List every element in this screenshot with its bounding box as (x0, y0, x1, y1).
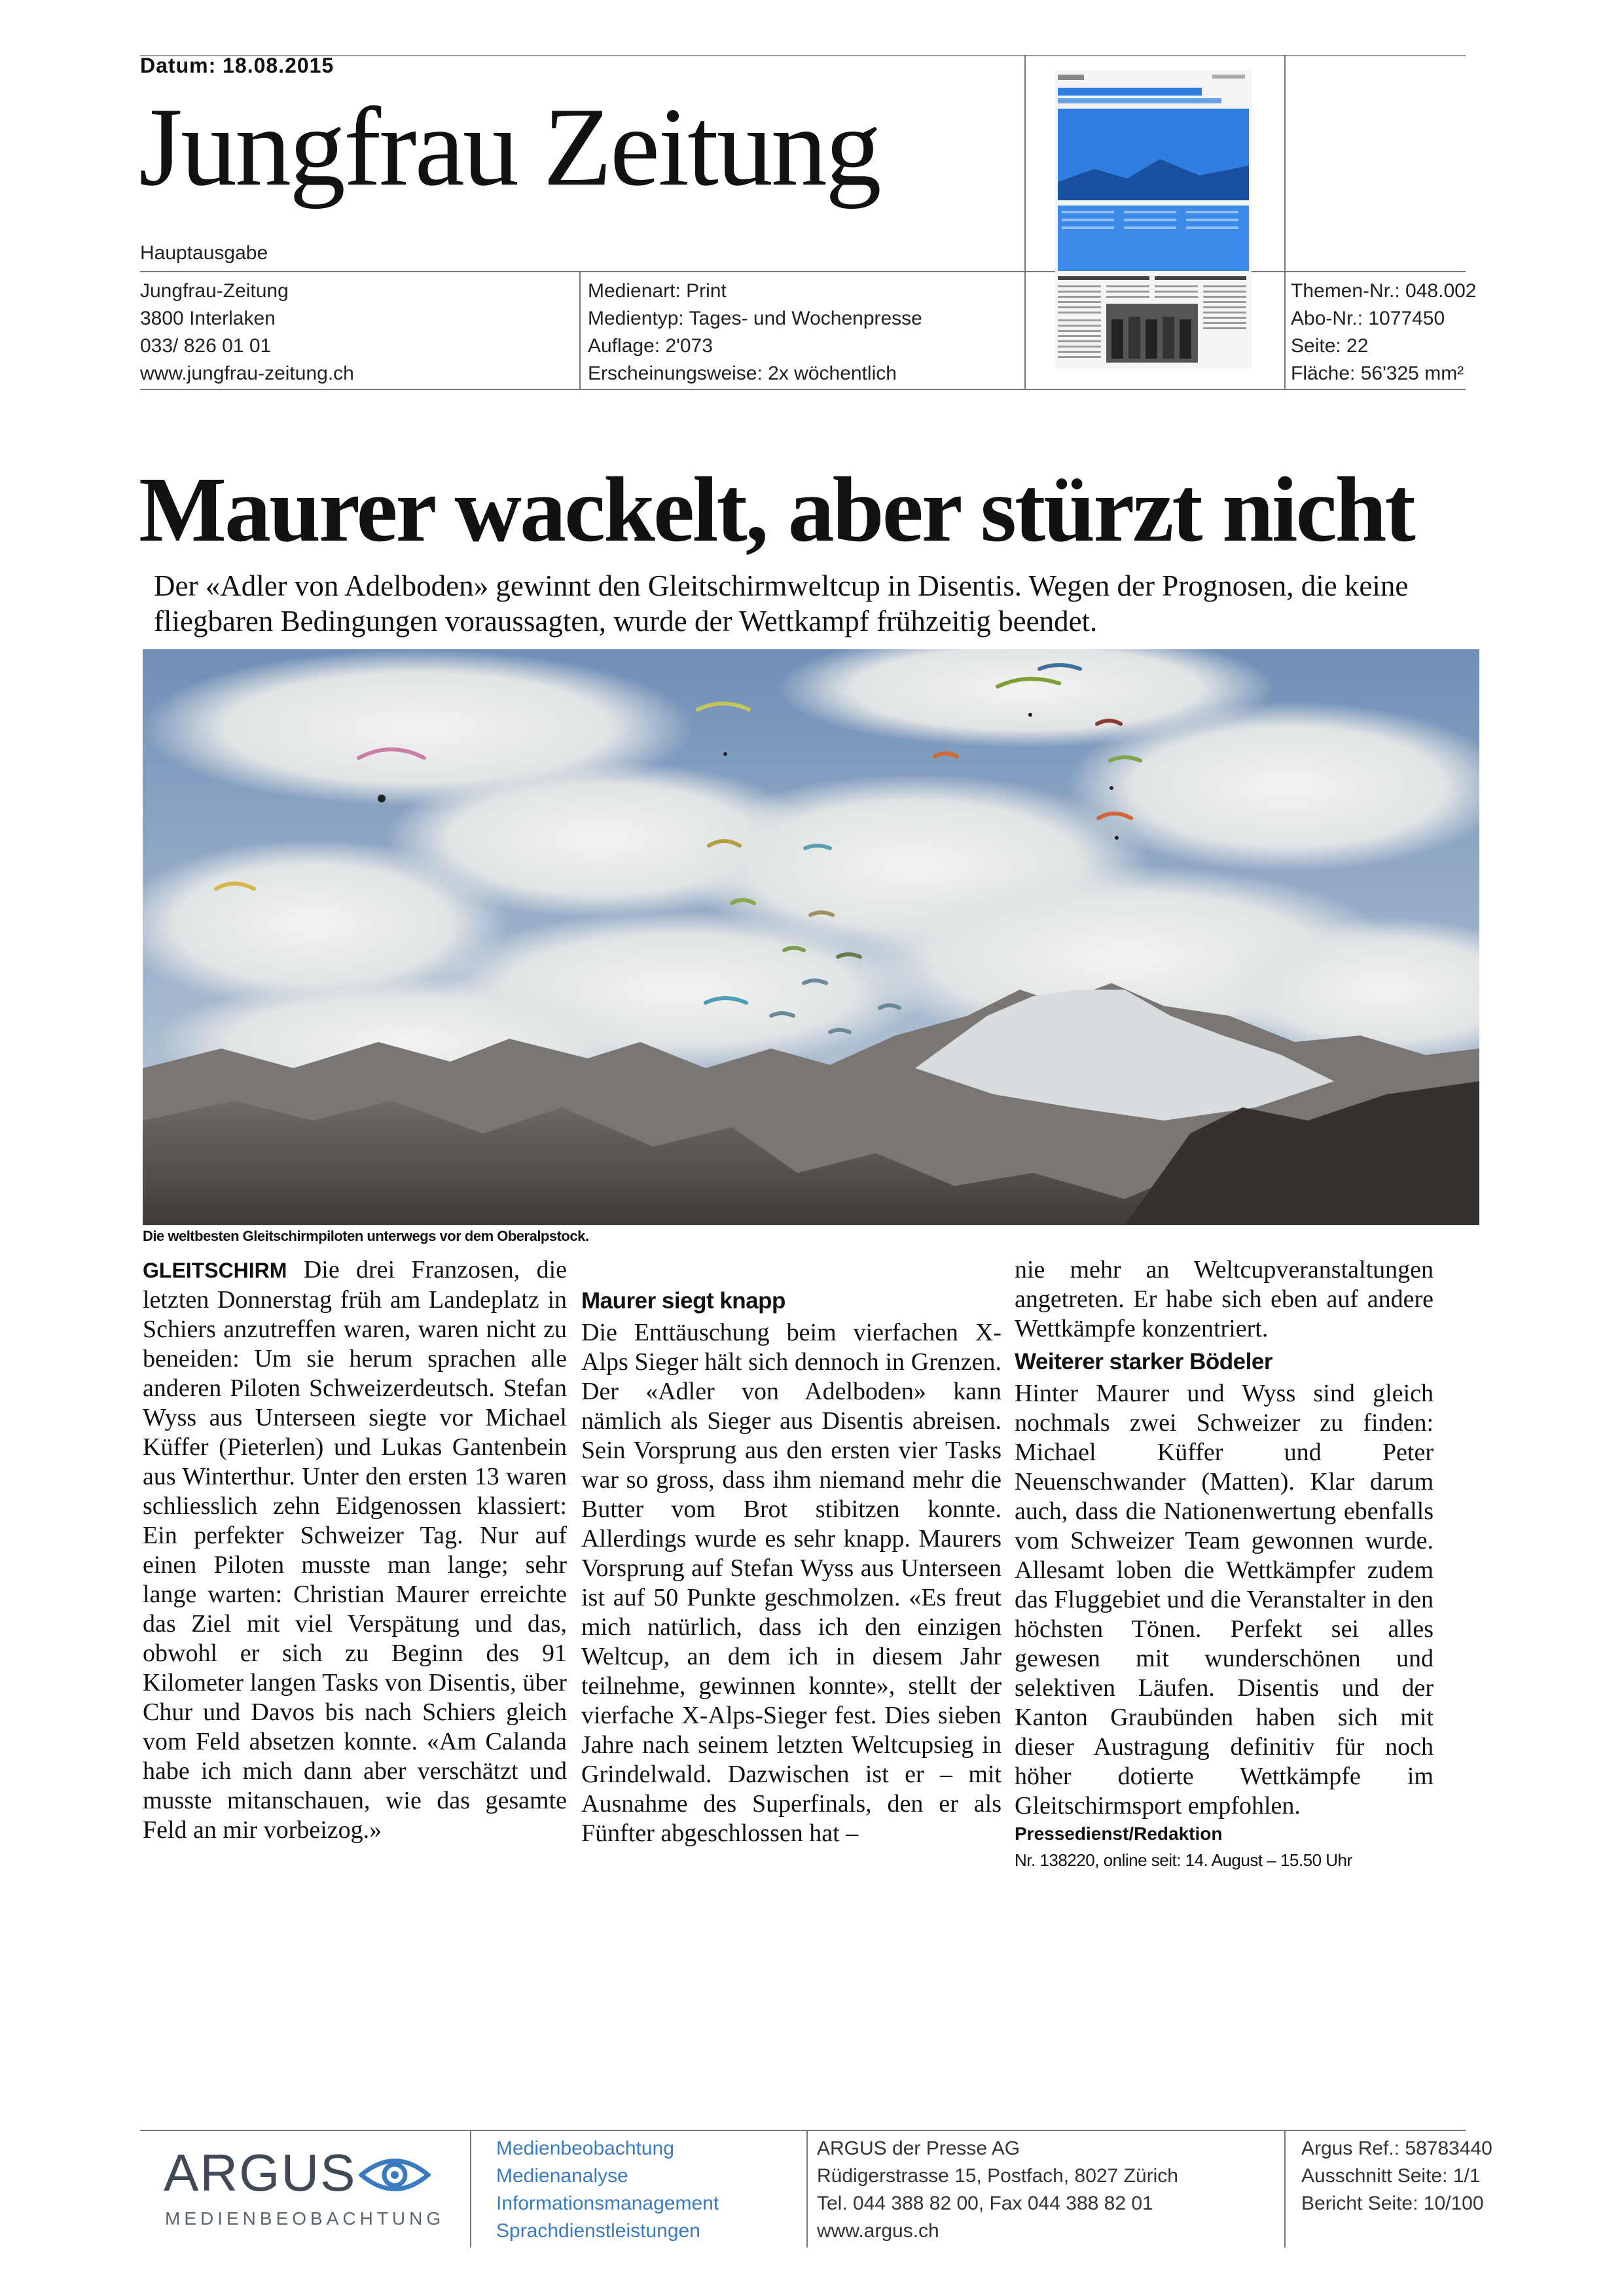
header-rule (140, 271, 1466, 272)
reference-info (1291, 278, 1477, 387)
footer-divider-3 (1284, 2130, 1286, 2248)
online-note: Nr. 138220, online seit: 14. August – 15.50 Uhr (1015, 1850, 1352, 1870)
media-circulation: Auflage: 2'073 (588, 335, 713, 357)
article-photo (143, 649, 1479, 1225)
date-label: Datum: 18.08.2015 (140, 54, 334, 77)
publisher-website: www.jungfrau-zeitung.ch (140, 363, 354, 384)
photo-caption: Die weltbesten Gleitschirmpiloten unterwegs vor dem Oberalpstock. (143, 1228, 589, 1244)
top-rule (140, 55, 1466, 56)
service-monitoring: Medienbeobachtung (496, 2138, 674, 2159)
company-name: ARGUS der Presse AG (817, 2138, 1020, 2159)
publisher-info (140, 278, 354, 387)
footer-refs (1301, 2135, 1492, 2217)
subheading-maurer-siegt: Maurer siegt knapp (581, 1288, 785, 1314)
publisher-phone: 033/ 826 01 01 (140, 335, 272, 357)
footer-rule (140, 2130, 1466, 2131)
page-thumbnail (1055, 71, 1252, 368)
column-3-text-top: nie mehr an Weltcupveranstaltungen angetreten. Er habe sich eben auf andere Wettkämpfe konzentriert. (1015, 1256, 1434, 1342)
topic-number: Themen-Nr.: 048.002 (1291, 280, 1477, 302)
footer-company (817, 2135, 1178, 2245)
article-credit: Pressedienst/Redaktion (1015, 1823, 1223, 1844)
header-divider-1 (579, 271, 581, 389)
subscription-number: Abo-Nr.: 1077450 (1291, 308, 1445, 329)
column-3-text-bottom: Hinter Maurer und Wyss sind gleich nochmals zwei Schweizer zu finden: Michael Küffer und Peter Neuenschwander (Matten). Klar darum auch, dass die Nationenwertung ebenfalls vom Schweizer Team gewonnen wurde. Allesamt loben die Wettkämpfer zudem das Fluggebiet und die Veranstalter in den höchsten Tönen. Perfekt sei alles gewesen mit wunderschönen und selektiven Läufen. Disentis und der Kanton Graubünden haben sich mit dieser Austragung definitiv für noch höher dotierte Wettkämpfe im Gleitschirmsport empfohlen. (1015, 1380, 1434, 1820)
clipping-page: Ausschnitt Seite: 1/1 (1301, 2165, 1481, 2187)
page-number: Seite: 22 (1291, 335, 1369, 357)
article-column-2 (581, 1283, 1001, 1848)
footer-services (496, 2135, 719, 2245)
column-2-text: Die Enttäuschung beim vierfachen X-Alps Sieger hält sich dennoch in Grenzen. Der «Adler von Adelboden» kann nämlich als Sieger aus Disentis abreisen. Sein Vorsprung aus den ersten vier Tasks war so gross, dass ihm niemand mehr die Butter vom Brot stibitzen konnte. Allerdings wurde es sehr knapp. Maurers Vorsprung auf Stefan Wyss aus Unterseen ist auf 50 Punkte geschmolzen. «Es freut mich natürlich, dass ich den einzigen Weltcup, an dem ich in diesem Jahr teilnehme, gewinnen konnte», stellt der vierfache X-Alps-Sieger fest. Dies sieben Jahre nach seinem letzten Weltcupsieg in Grindelwald. Dazwischen ist er – mit Ausnahme des Superfinals, den er als Fünfter abgeschlossen hat – (581, 1319, 1001, 1847)
area: Fläche: 56'325 mm² (1291, 363, 1464, 384)
article-kicker: GLEITSCHIRM (143, 1259, 287, 1282)
article-lead: Der «Adler von Adelboden» gewinnt den Gleitschirmweltcup in Disentis. Wegen der Prognosen, die keine fliegbaren Bedingungen voraussagten, wurde der Wettkampf frühzeitig beendet. (154, 569, 1409, 637)
masthead: Jungfrau Zeitung (139, 85, 880, 209)
service-information: Informationsmanagement (496, 2193, 719, 2214)
header-bottom-rule (140, 389, 1466, 390)
edition-label: Hauptausgabe (140, 242, 268, 264)
company-website[interactable]: www.argus.ch (817, 2220, 939, 2242)
article-headline: Maurer wackelt, aber stürzt nicht (139, 457, 1414, 561)
service-analysis: Medienanalyse (496, 2165, 628, 2187)
media-kind: Medientyp: Tages- und Wochenpresse (588, 308, 922, 329)
publisher-address: 3800 Interlaken (140, 308, 276, 329)
argus-eye-icon (359, 2153, 431, 2197)
header-divider-3 (1284, 55, 1286, 389)
argus-logo-subtitle: MEDIENBEOBACHTUNG (165, 2208, 445, 2229)
company-address: Rüdigerstrasse 15, Postfach, 8027 Zürich (817, 2165, 1178, 2187)
service-language: Sprachdienstleistungen (496, 2220, 700, 2242)
footer-divider-1 (470, 2130, 471, 2248)
media-frequency: Erscheinungsweise: 2x wöchentlich (588, 363, 897, 384)
media-type: Medienart: Print (588, 280, 727, 302)
media-info (588, 278, 922, 387)
argus-logo (164, 2140, 458, 2238)
footer-divider-2 (806, 2130, 808, 2248)
argus-ref: Argus Ref.: 58783440 (1301, 2138, 1492, 2159)
company-phone: Tel. 044 388 82 00, Fax 044 388 82 01 (817, 2193, 1153, 2214)
article-column-3 (1015, 1255, 1434, 1873)
header-divider-2 (1024, 55, 1026, 389)
publisher-name: Jungfrau-Zeitung (140, 280, 289, 302)
subheading-weiterer-bodeler: Weiterer starker Bödeler (1015, 1349, 1272, 1374)
article-column-1 (143, 1255, 567, 1845)
argus-logo-text: ARGUS (164, 2144, 357, 2202)
report-page: Bericht Seite: 10/100 (1301, 2193, 1484, 2214)
column-1-text: Die drei Franzosen, die letzten Donnerstag früh am Landeplatz in Schiers anzutreffen waren, waren nicht zu beneiden: Um sie herum sprachen alle anderen Piloten Schweizerdeutsch. Stefan Wyss aus Unterseen siegte vor Michael Küffer (Pieterlen) und Lukas Gantenbein aus Winterthur. Unter den ersten 13 waren schliesslich zehn Eidgenossen klassiert: Ein perfekter Schweizer Tag. Nur auf einen Piloten musste man lange; sehr lange warten: Christian Maurer erreichte das Ziel mit viel Verspätung und das, obwohl er sich zu Beginn des 91 Kilometer langen Tasks von Disentis, über Chur und Davos bis nach Schiers gleich vom Feld absetzen konnte. «Am Calanda habe ich mich dann aber verschätzt und musste mitanschauen, wie das gesamte Feld an mir vorbeizog.» (143, 1256, 567, 1844)
